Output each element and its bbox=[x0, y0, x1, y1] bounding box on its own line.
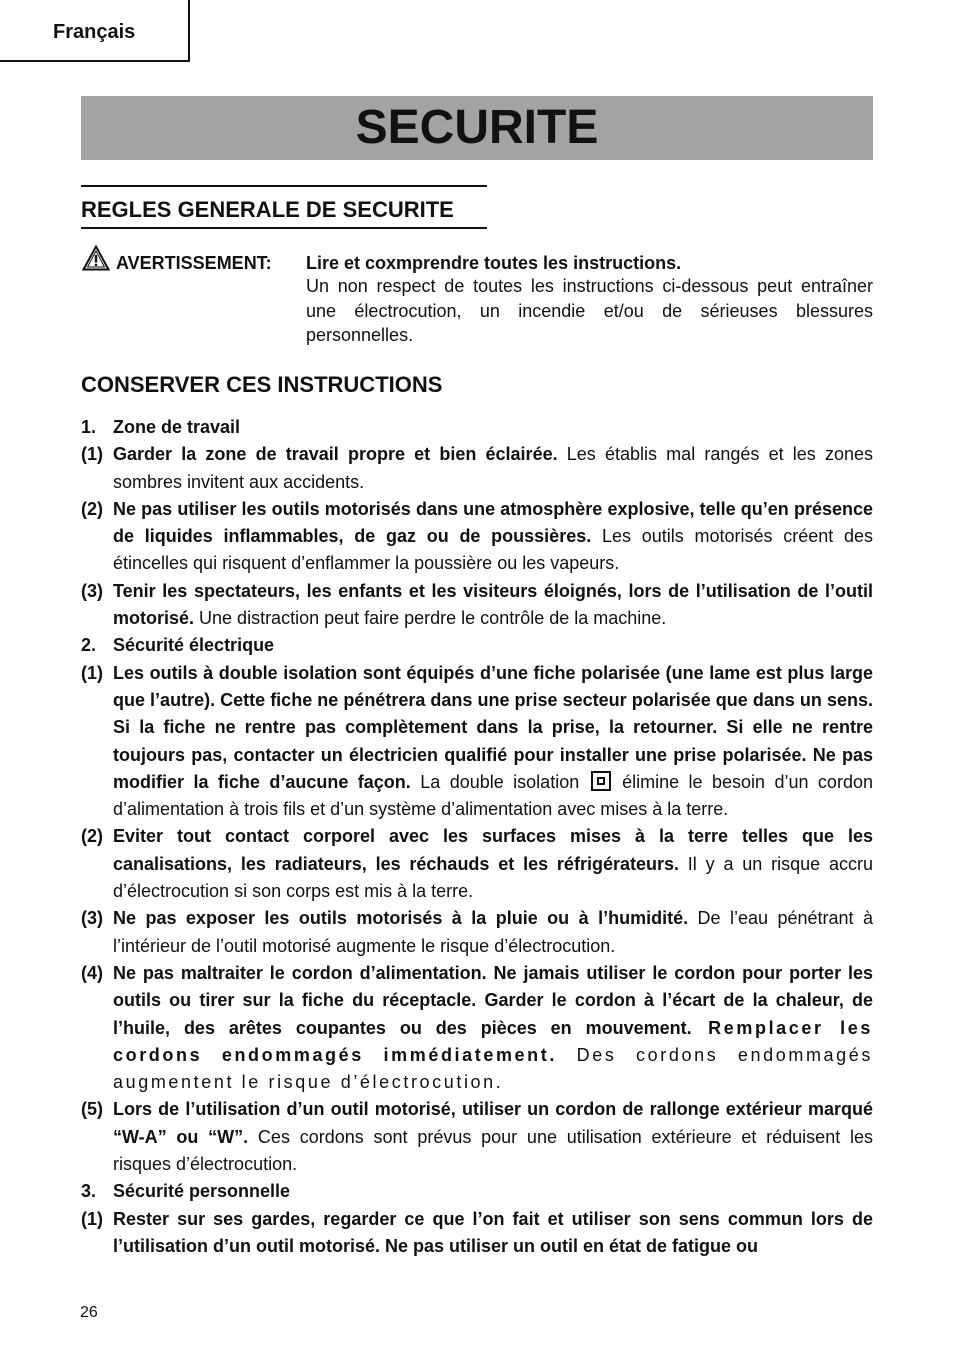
language-tab bbox=[0, 0, 190, 62]
item-text: Il y a un risque accru d’électrocution si son corps est mis à la terre. bbox=[113, 853, 873, 902]
page-number: 26 bbox=[80, 1304, 98, 1321]
list-item bbox=[81, 660, 873, 824]
item-number: (1) bbox=[81, 662, 103, 683]
list-item bbox=[81, 414, 873, 441]
item-bold: Ne pas utiliser les outils motorisés dans une atmosphère explosive, telle qu’en présence de liquides inflammables, de gaz ou de poussières. bbox=[113, 498, 873, 547]
item-heading: Zone de travail bbox=[113, 417, 241, 437]
item-text: De l’eau pénétrant à l’intérieur de l’outil motorisé augmente le risque d’électrocution. bbox=[113, 908, 873, 956]
list-item bbox=[81, 441, 873, 496]
list-item bbox=[81, 1178, 873, 1205]
item-bold: Rester sur ses gardes, regarder ce que l’on fait et utiliser son sens commun lors de l’utilisation d’un outil motorisé. Ne pas utiliser un outil en état de fatigue ou bbox=[113, 1208, 873, 1256]
item-bold: Ne pas exposer les outils motorisés à la pluie ou à l’humidité. bbox=[113, 908, 689, 929]
page-title: SECURITE bbox=[355, 101, 599, 154]
item-number: 2. bbox=[81, 635, 97, 656]
warning-text: Un non respect de toutes les instructions ci-dessous peut entraîner une électrocution, un incendie et/ou de sérieuses blessures personnelles. bbox=[306, 276, 873, 345]
item-number: (4) bbox=[81, 962, 103, 983]
list-item bbox=[81, 905, 873, 960]
item-bold: Ne pas maltraiter le cordon d’alimentation. Ne jamais utiliser le cordon pour porter les outils ou tirer sur la fiche du réceptacle. Garder le cordon à l’écart de la chaleur, de l’huile, des arêtes coupantes ou des pièces en mouvement. bbox=[113, 962, 873, 1038]
item-number: (3) bbox=[81, 580, 103, 601]
list-item bbox=[81, 578, 873, 633]
section-heading: REGLES GENERALE DE SECURITE bbox=[81, 197, 454, 222]
section-heading-box bbox=[81, 185, 487, 229]
item-text: Des cordons endommagés augmentent le risque d’électrocution. bbox=[113, 1044, 873, 1093]
list-item bbox=[81, 1206, 873, 1261]
item-number: (3) bbox=[81, 908, 103, 929]
item-heading: Sécurité électrique bbox=[113, 635, 275, 656]
warning-label: AVERTISSEMENT: bbox=[116, 253, 272, 273]
list-item bbox=[81, 632, 873, 659]
item-bold: Tenir les spectateurs, les enfants et les visiteurs éloignés, lors de l’utilisation de l’outil motorisé. bbox=[113, 580, 873, 629]
item-bold-continued: Remplacer les cordons endommagés immédiatement. bbox=[113, 1017, 873, 1065]
item-number: (5) bbox=[81, 1099, 103, 1120]
item-bold: Lors de l’utilisation d’un outil motorisé, utiliser un cordon de rallonge extérieur marqué “W-A” ou “W”. bbox=[113, 1099, 873, 1147]
list-item bbox=[81, 823, 873, 905]
list-item bbox=[81, 1096, 873, 1178]
item-bold: Les outils à double isolation sont équipés d’une fiche polarisée (une lame est plus large que l’autre). Cette fiche ne pénétrera dans une prise secteur polarisée que dans un sens. Si la fiche ne rentre pas complètement dans la prise, la retourner. Si elle ne rentre toujours pas, contacter un électricien qualifié pour installer une prise polarisée. Ne pas modifier la fiche d’aucune façon. bbox=[113, 662, 873, 792]
title-banner bbox=[81, 96, 873, 160]
list-item bbox=[81, 496, 873, 578]
double-insulation-icon bbox=[591, 771, 611, 791]
warning-triangle-icon bbox=[82, 245, 110, 271]
item-bold: Eviter tout contact corporel avec les surfaces mises à la terre telles que les canalisations, les radiateurs, les réchauds et les réfrigérateurs. bbox=[113, 826, 873, 874]
item-text: Les outils motorisés créent des étincelles qui risquent d’enflammer la poussière ou les vapeurs. bbox=[113, 526, 873, 574]
item-number: (2) bbox=[81, 498, 103, 519]
item-heading: Sécurité personnelle bbox=[113, 1181, 291, 1202]
safety-list bbox=[81, 414, 873, 1260]
item-text-continued: élimine le besoin d’un cordon d’alimentation à trois fils et d’un système d’alimentation avec mises à la terre. bbox=[113, 771, 873, 820]
item-number: (1) bbox=[81, 444, 103, 465]
item-text: La double isolation bbox=[410, 771, 580, 792]
item-text: Ces cordons sont prévus pour une utilisation extérieure et réduisent les risques d’électrocution. bbox=[113, 1126, 873, 1175]
item-number: (2) bbox=[81, 826, 103, 847]
item-number: (1) bbox=[81, 1208, 103, 1229]
list-item bbox=[81, 960, 873, 1096]
item-text: Une distraction peut faire perdre le contrôle de la machine. bbox=[194, 608, 667, 629]
item-number: 1. bbox=[81, 417, 97, 437]
language-label: Français bbox=[53, 21, 136, 43]
item-bold: Garder la zone de travail propre et bien éclairée. bbox=[113, 444, 558, 465]
item-text: Les établis mal rangés et les zones sombres invitent aux accidents. bbox=[113, 444, 873, 492]
conserve-heading: CONSERVER CES INSTRUCTIONS bbox=[81, 372, 443, 397]
warning-body bbox=[306, 253, 873, 348]
item-number: 3. bbox=[81, 1181, 97, 1202]
warning-lead: Lire et coxmprendre toutes les instructions. bbox=[306, 253, 682, 273]
